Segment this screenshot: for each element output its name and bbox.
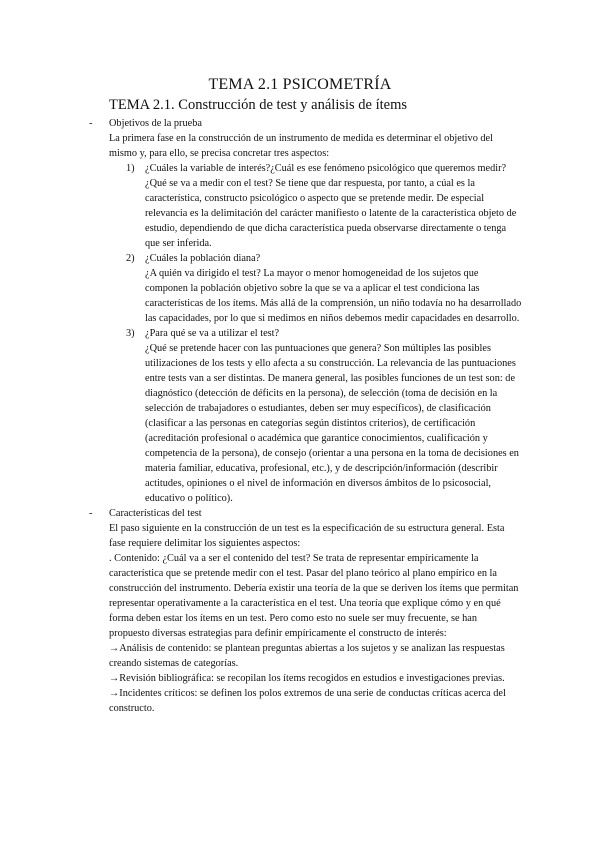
bullet-objetivos xyxy=(0,116,523,131)
item-number: 2) xyxy=(126,253,135,264)
item-question: ¿Cuáles la variable de interés?¿Cuál es ese fenómeno psicológico que queremos medir? xyxy=(145,163,507,174)
paragraph: El paso siguiente en la construcción de un test es la especificación de su estructura general. Esta fase requiere delimitar los siguientes aspectos: xyxy=(109,523,505,549)
page-title: TEMA 2.1 PSICOMETRÍA xyxy=(208,76,392,93)
bullet-heading: Objetivos de la prueba xyxy=(109,118,202,129)
document-body xyxy=(0,116,600,716)
paragraph: →Revisión bibliográfica: se recopilan los ítems recogidos en estudios e investigaciones previas. xyxy=(109,673,505,684)
paragraph: La primera fase en la construcción de un instrumento de medida es determinar el objetivo del mismo y, para ello, se precisa concretar tres aspectos: xyxy=(109,133,493,159)
numbered-item xyxy=(0,161,527,176)
item-question: ¿Cuáles la población diana? xyxy=(145,253,261,264)
numbered-item xyxy=(0,251,527,266)
item-text: ¿Qué se pretende hacer con las puntuaciones que genera? Son múltiples las posibles utilizaciones de los tests y ello afecta a su construcción. La relevancia de las puntuaciones entre tests van a ser distintas. De manera general, las posibles funciones de un test son: de diagnóstico (detección de déficits en la persona), de selección (toma de decisión en la selección de trabajadores o estudiantes, deben ser muy específicos), de clasificación (clasificar a las personas en categorías según distintos criterios), de certificación (acreditación profesional o académica que garantice conocimientos, cualificación y competencia de la persona), de consejo (orientar a una persona en la toma de decisiones en materia familiar, educativa, profesional, etc.), y de descripción/información (describir actitudes, opiniones o el nivel de información en diversos ámbitos de lo psicosocial, educativo o político). xyxy=(145,343,519,504)
numbered-item xyxy=(0,326,527,341)
section-subtitle: TEMA 2.1. Construcción de test y análisis de ítems xyxy=(109,97,408,113)
bullet-dash: - xyxy=(89,118,93,129)
paragraph: . Contenido: ¿Cuál va a ser el contenido del test? Se trata de representar empíricamente la característica que se pretende medir con el test. Pasar del plano teórico al plano empírico en la construcción del instrumento. Debería existir una teoría de la que se deriven los ítems que permitan representar operativamente a la característica en el test. Una teoría que explique cómo y en qué forma deben estar los ítems en un test. Pero como esto no suele ser muy frecuente, se han propuesto diversas estrategias para definir empíricamente el constructo de interés: xyxy=(109,553,519,639)
item-question: ¿Para qué se va a utilizar el test? xyxy=(145,328,280,339)
bullet-heading: Características del test xyxy=(109,508,202,519)
paragraph: →Análisis de contenido: se plantean preguntas abiertas a los sujetos y se analizan las respuestas creando sistemas de categorías. xyxy=(109,643,505,669)
paragraph: →Incidentes críticos: se definen los polos extremos de una serie de conductas críticas acerca del constructo. xyxy=(109,688,506,714)
bullet-caracteristicas xyxy=(0,506,523,521)
item-number: 3) xyxy=(126,328,135,339)
item-text: ¿Qué se va a medir con el test? Se tiene que dar respuesta, por tanto, a cúal es la característica, constructo psicológico o aspecto que se pretende medir. De especial relevancia es la delimitación del carácter manifiesto o latente de la característica objeto de estudio, dependiendo de que dicha característica pueda observarse directamente o tenga que ser inferida. xyxy=(145,178,517,249)
item-text: ¿A quién va dirigido el test? La mayor o menor homogeneidad de los sujetos que componen la población objetivo sobre la que se va a aplicar el test condiciona las características de los ítems. Más allá de la comprensión, un niño todavía no ha desarrollado las capacidades, por lo que si medimos en niños debemos medir capacidades en desarrollo. xyxy=(145,268,522,324)
bullet-dash: - xyxy=(89,508,93,519)
item-number: 1) xyxy=(126,163,135,174)
